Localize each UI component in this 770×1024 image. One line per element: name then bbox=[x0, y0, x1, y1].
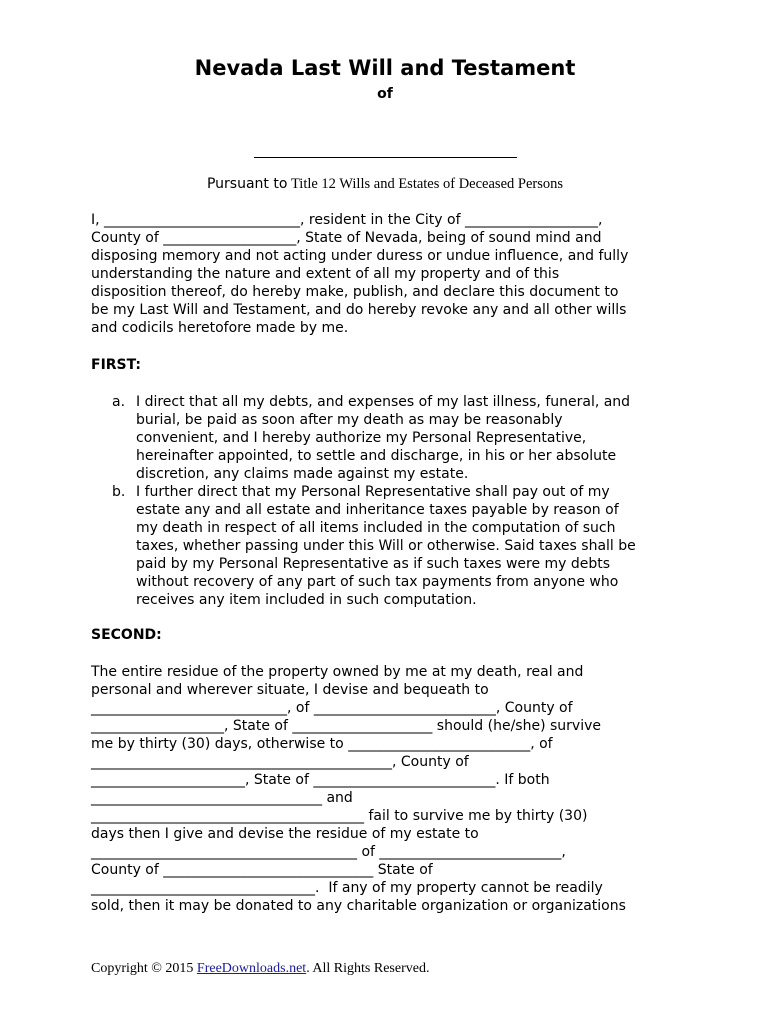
item-marker: a. bbox=[112, 394, 126, 410]
item-marker: b. bbox=[112, 484, 126, 500]
copyright-footer bbox=[91, 961, 429, 977]
document-title: Nevada Last Will and Testament bbox=[194, 56, 576, 80]
second-paragraph: The entire residue of the property owned by me at my death, real and personal and wherever situate, I devise and bequeath to ____________________________, of __________________________, County of ___________________, State of ____________________ should (he/she) survive me by thirty (30) days, otherwise to __________________________, of ___________________________________________, County of ______________________, State of __________________________. If both _________________________________ and _______________________________________ fail to survive me by thirty (30) days then I give and devise the residue of my estate to ______________________________________ of __________________________, County of ______________________________ State of ________________________________. If any of my property cannot be readily sold, then it may be donated to any charitable organization or organizations bbox=[91, 664, 626, 914]
footer-link[interactable]: FreeDownloads.net bbox=[196, 961, 307, 976]
item-text: I direct that all my debts, and expenses of my last illness, funeral, and burial, be paid as soon after my death as may be reasonably convenient, and I hereby authorize my Personal Representative, hereinafter appointed, to settle and discharge, in his or her absolute discretion, any claims made against my estate. bbox=[136, 394, 631, 482]
pursuant-line bbox=[0, 176, 770, 193]
of-label: of bbox=[377, 86, 393, 102]
footer-prefix: Copyright © 2015 bbox=[91, 961, 197, 976]
intro-paragraph: I, ____________________________, resident in the City of ___________________, County of ___________________, State of Nevada, being of sound mind and disposing memory and not acting under duress or undue influence, and fully understanding the nature and extent of all my property and of this disposition thereof, do hereby make, publish, and declare this document to be my Last Will and Testament, and do hereby revoke any and all other wills and codicils heretofore made by me. bbox=[91, 212, 629, 336]
testator-name-line bbox=[254, 157, 517, 158]
second-heading: SECOND: bbox=[91, 627, 162, 643]
pursuant-prefix: Pursuant to bbox=[206, 176, 288, 192]
item-text: I further direct that my Personal Representative shall pay out of my estate any and all estate and inheritance taxes payable by reason of my death in respect of all items included in the computation of such taxes, whether passing under this Will or otherwise. Said taxes shall be paid by my Personal Representative as if such taxes were my debts without recovery of any part of such tax payments from anyone who receives any item included in such computation. bbox=[136, 484, 636, 608]
footer-suffix: . All Rights Reserved. bbox=[306, 961, 430, 976]
first-heading: FIRST: bbox=[91, 357, 142, 373]
pursuant-citation: Title 12 Wills and Estates of Deceased Persons bbox=[290, 176, 563, 192]
